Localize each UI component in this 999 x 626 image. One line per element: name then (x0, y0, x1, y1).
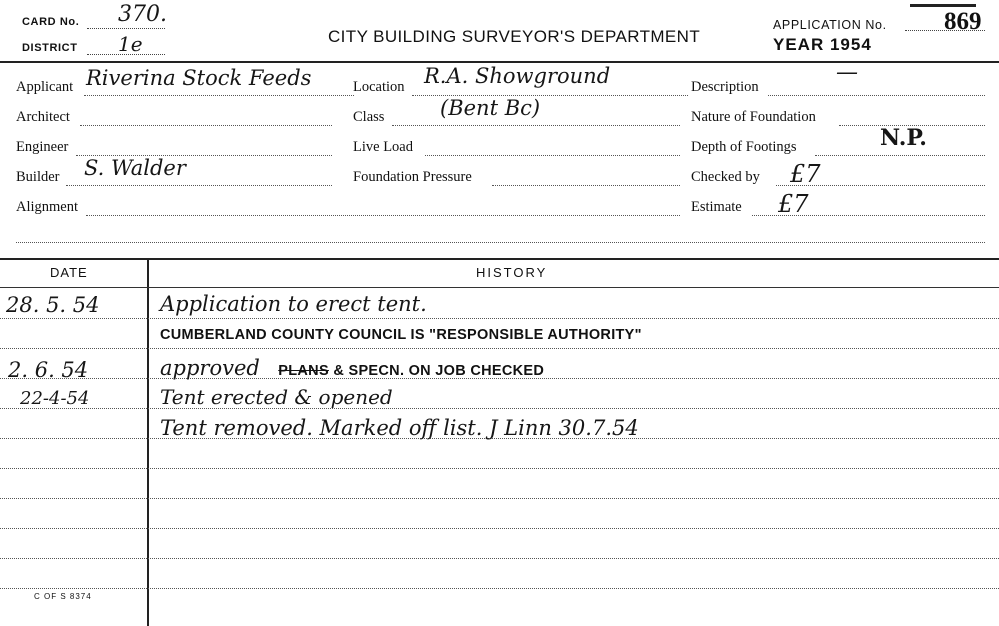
description-line (768, 95, 985, 96)
location-label: Location (353, 79, 405, 95)
blank-line (16, 242, 985, 243)
location-value: R.A. Showground (424, 64, 611, 88)
history-entry-approved (160, 356, 544, 380)
alignment-label: Alignment (16, 199, 79, 215)
card-no-value: 370. (118, 2, 167, 27)
checked-by-value: £7 (790, 160, 821, 188)
history-rule (0, 498, 999, 499)
history-rule (0, 468, 999, 469)
applicant-label: Applicant (16, 79, 74, 95)
card-no-label: CARD No. (22, 16, 80, 28)
foundation-pressure-line (492, 185, 680, 186)
history-rule (0, 318, 999, 319)
specn-checked: & SPECN. ON JOB CHECKED (333, 363, 545, 379)
struck-plans: PLANS (278, 363, 329, 379)
department-title: CITY BUILDING SURVEYOR'S DEPARTMENT (328, 27, 701, 46)
top-right-mark (910, 4, 976, 7)
history-date: 28. 5. 54 (6, 293, 100, 317)
class-value: (Bent Bc) (440, 96, 541, 120)
engineer-label: Engineer (16, 139, 69, 155)
class-line (392, 125, 680, 126)
history-date: 2. 6. 54 (8, 358, 89, 382)
date-header: DATE (50, 265, 88, 280)
history-divider (0, 258, 999, 260)
district-value: 1e (118, 32, 143, 56)
history-rule (0, 528, 999, 529)
history-entry: Tent removed. Marked off list. J Linn 30.7.54 (160, 416, 639, 440)
history-header: HISTORY (476, 265, 548, 280)
year-label: YEAR 1954 (773, 35, 872, 54)
foundation-pressure-label: Foundation Pressure (353, 169, 472, 185)
builder-value: S. Walder (84, 156, 186, 180)
estimate-label: Estimate (691, 199, 742, 215)
depth-of-footings-label: Depth of Footings (691, 139, 797, 155)
application-no-value: 869 (944, 8, 982, 35)
history-rule (0, 588, 999, 589)
approved-handwritten: approved (160, 356, 260, 380)
checked-by-label: Checked by (691, 169, 760, 185)
description-label: Description (691, 79, 759, 95)
history-rule (0, 348, 999, 349)
architect-line (80, 125, 332, 126)
history-entry: Application to erect tent. (160, 292, 427, 316)
form-code: C OF S 8374 (34, 592, 92, 601)
estimate-value: £7 (778, 190, 809, 218)
builder-line (66, 185, 332, 186)
nature-of-foundation-label: Nature of Foundation (691, 109, 816, 125)
live-load-label: Live Load (353, 139, 413, 155)
depth-of-footings-value: N.P. (880, 125, 927, 151)
district-label: DISTRICT (22, 42, 78, 54)
alignment-line (86, 215, 680, 216)
live-load-line (425, 155, 680, 156)
history-rule (0, 558, 999, 559)
history-date: 22-4-54 (20, 388, 90, 409)
applicant-line (84, 95, 354, 96)
architect-label: Architect (16, 109, 70, 125)
date-column-divider (147, 260, 149, 626)
history-rule (0, 408, 999, 409)
builder-label: Builder (16, 169, 60, 185)
class-label: Class (353, 109, 385, 125)
history-entry: Tent erected & opened (160, 385, 393, 409)
card-no-line (87, 28, 165, 29)
application-no-label: APPLICATION No. (773, 18, 887, 32)
history-header-line (0, 287, 999, 288)
history-entry-typed: CUMBERLAND COUNTY COUNCIL IS "RESPONSIBLE AUTHORITY" (160, 327, 642, 343)
description-value: — (836, 60, 858, 85)
depth-of-footings-line (815, 155, 985, 156)
applicant-value: Riverina Stock Feeds (86, 66, 312, 90)
